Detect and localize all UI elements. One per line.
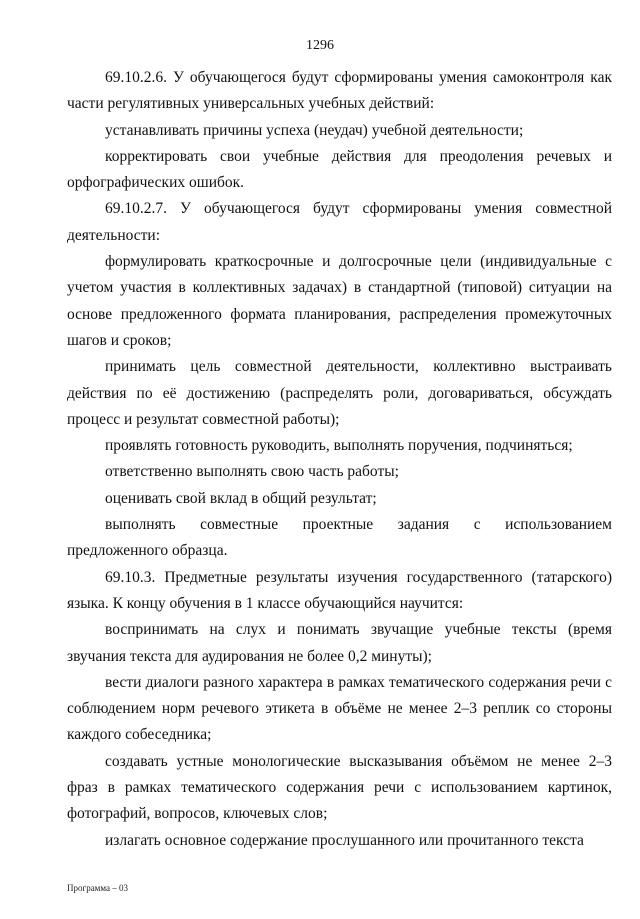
page-number: 1296 [306,38,334,53]
list-item: создавать устные монологические высказывания объёмом не менее 2–3 фраз в рамках тематического содержания речи с использованием картинок, фотографий, вопросов, ключевых слов; [67,752,612,823]
list-item: воспринимать на слух и понимать звучащие учебные тексты (время звучания текста для аудирования не более 0,2 минуты); [67,621,612,665]
list-item: корректировать свои учебные действия для преодоления речевых и орфографических ошибок. [67,147,612,192]
list-item: вести диалоги разного характера в рамках тематического содержания речи с соблюдением норм речевого этикета в объёме не менее 2–3 реплик со стороны каждого собеседника; [67,673,612,744]
list-item: устанавливать причины успеха (неудач) учебной деятельности; [105,121,524,139]
page-footer: Программа – 03 [67,883,129,893]
paragraph-69-10-3: 69.10.3. Предметные результаты изучения государственного (татарского) языка. К концу обучения в 1 классе обучающийся научится: [67,568,612,612]
document-body [67,65,612,854]
list-item: ответственно выполнять свою часть работы; [105,463,399,481]
list-item: излагать основное содержание прослушанного или прочитанного текста [105,831,584,849]
list-item: формулировать краткосрочные и долгосрочные цели (индивидуальные с учетом участия в коллективных задачах) в стандартной (типовой) ситуации на основе предложенного формата планирования, распределения промежуточных шагов и сроков; [67,253,612,349]
list-item: принимать цель совместной деятельности, коллективно выстраивать действия по её достижению (распределять роли, договариваться, обсуждать процесс и результат совместной работы); [67,358,612,428]
paragraph-69-10-2-6: 69.10.2.6. У обучающегося будут сформированы умения самоконтроля как части регулятивных универсальных учебных действий: [67,69,612,113]
list-item: оценивать свой вклад в общий результат; [105,489,377,507]
list-item: проявлять готовность руководить, выполнять поручения, подчиняться; [105,437,573,455]
paragraph-69-10-2-7: 69.10.2.7. У обучающегося будут сформированы умения совместной деятельности: [67,200,612,244]
list-item: выполнять совместные проектные задания с использованием предложенного образца. [67,516,612,560]
